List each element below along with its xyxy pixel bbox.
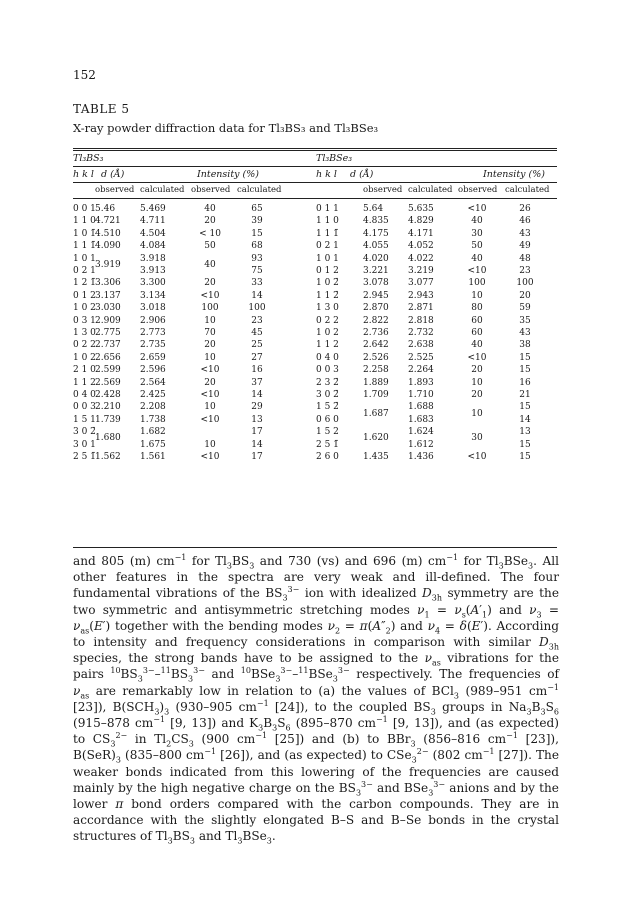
left-hkl-cell: 1 0 1 — [73, 253, 96, 264]
left-i-obs-cell: 10 — [204, 402, 216, 413]
right-d-calc-cell: 4.829 — [408, 216, 434, 227]
group-left-title: Tl₃BS₃ — [73, 153, 104, 164]
right-i-calc-cell: 15 — [519, 352, 531, 363]
left-hkl-cell: 0 4 0 — [73, 390, 96, 400]
right-hkl-cell: 0 1 2 — [316, 266, 339, 276]
left-d-calc-cell: 2.659 — [140, 352, 166, 363]
right-d-obs-cell: 2.526 — [363, 352, 389, 363]
table-row — [73, 229, 557, 241]
right-d-calc-cell: 4.022 — [408, 253, 434, 264]
right-hkl-cell: 3 0 2̄ — [316, 390, 339, 400]
right-i-calc-cell: 46 — [519, 216, 531, 227]
subheader-row — [73, 183, 557, 198]
left-hkl-cell: 1 5 1 — [73, 414, 96, 425]
left-d-obs-cell: 2.428 — [95, 390, 121, 400]
left-merged-d-obs-cell: 1.680 — [95, 433, 121, 444]
table-row — [73, 452, 557, 464]
right-hkl-cell: 1 3 0 — [316, 303, 339, 314]
right-hkl-cell: 2 3 2̄ — [316, 377, 339, 388]
left-i-calc-cell: 27 — [251, 352, 263, 363]
right-d-obs-cell: 3.078 — [363, 278, 389, 289]
sub-d-calc-right: calculated — [408, 185, 453, 195]
right-i-calc-cell: 15 — [519, 402, 531, 413]
right-i-obs-cell: 40 — [471, 340, 483, 351]
left-d-obs-cell: 3.306 — [95, 278, 121, 289]
left-i-calc-cell: 17 — [251, 452, 263, 462]
left-d-calc-cell: 2.906 — [140, 315, 166, 326]
table-row — [73, 216, 557, 228]
right-hkl-cell: 2 6 0 — [316, 452, 339, 462]
left-i-obs-cell: <10 — [200, 452, 220, 462]
right-d-calc-cell: 2.943 — [408, 290, 434, 301]
left-hkl-cell: 0 0 1 — [73, 204, 96, 214]
right-d-calc-cell: 4.171 — [408, 228, 434, 239]
left-d-calc-cell: 4.504 — [140, 228, 166, 239]
left-d-obs-cell: 2.737 — [95, 340, 121, 351]
table-row — [73, 278, 557, 290]
right-i-obs-cell: <10 — [467, 452, 487, 462]
right-i-obs-cell: 50 — [471, 241, 483, 252]
left-hkl-cell: 0 3 1 — [73, 315, 96, 326]
left-hkl-cell: 1 1 2 — [73, 377, 96, 388]
left-d-calc-cell: 4.084 — [140, 241, 166, 252]
left-hkl-cell: 1 0 1̄ — [73, 228, 96, 239]
right-d-calc-cell: 3.077 — [408, 278, 434, 289]
table-row — [73, 204, 557, 216]
right-i-calc-cell: 48 — [519, 253, 531, 264]
left-i-obs-cell: 10 — [204, 439, 216, 450]
body-text — [73, 553, 559, 845]
group-right-title: Tl₃BSe₃ — [316, 153, 353, 164]
right-merged-d-obs-cell: 1.687 — [363, 408, 389, 419]
left-d-calc-cell: 5.469 — [140, 204, 166, 214]
left-i-obs-cell: 50 — [204, 241, 216, 252]
right-d-calc-cell: 4.052 — [408, 241, 434, 252]
left-hkl-cell: 1 0 2 — [73, 303, 96, 314]
right-i-calc-cell: 35 — [519, 315, 531, 326]
left-d-calc-cell: 3.918 — [140, 253, 166, 264]
right-d-obs-cell: 4.835 — [363, 216, 389, 227]
left-d-calc-cell: 2.773 — [140, 328, 166, 338]
sub-i-calc-right: calculated — [505, 185, 550, 195]
right-i-obs-cell: 40 — [471, 216, 483, 227]
left-i-calc-cell: 75 — [251, 266, 263, 276]
left-i-calc-cell: 23 — [251, 315, 263, 326]
table-row — [73, 390, 557, 402]
left-hkl-cell: 1 3 0 — [73, 328, 96, 338]
left-d-obs-cell: 2.599 — [95, 365, 121, 376]
left-d-calc-cell: 2.425 — [140, 390, 166, 400]
right-d-calc-cell: 2.871 — [408, 303, 434, 314]
left-d-obs-cell: 1.562 — [95, 452, 121, 462]
body-paragraph: and 805 (m) $cm^{-1}$ for $Tl_3BS_3$ and 730 (vs) and 696 (m) $cm^{-1}$ for $Tl_3BSe_3$. All other features in the spectra are very weak and ill-defined. The four fundamental vibrations of the $BS_3^{3-}$ ion with idealized $D_{3h}$ symmetry are the two symmetric and antisymmetric stretching modes $\nu_1 = \nu_s(A'_1)$ and $\nu_3 = \nu_{as}(E')$ together with the bending modes $\nu_2 = \pi(A''_2)$ and $\nu_4 = \delta(E')$. According to intensity and frequency considerations in comparison with similar $D_{3h}$ species, the strong bands have to be assigned to the $\nu_{as}$ vibrations for the pairs $^{10}BS_3^{3-}-^{11}BS_3^{3-}$ and $^{10}$BSe$_3^{3-}$–$^{11}$BSe$_3^{3-}$ respectively. The frequencies of $\nu_{as}$ are remarkably low in relation to (a) the values of BCl$_3$ (989–951 $cm^{-1}$ [23]), $B(SCH_3)_3$ (930–905 $cm^{-1}$ [24]), to the coupled $BS_3$ groups in $Na_3B_3S_6$ (915–878 $cm^{-1}$ [9, 13]) and $K_3B_3S_6$ (895–870 $cm^{-1}$ [9, 13]), and (as expected) to $CS_3^{2-}$ in $Tl_2CS_3$ (900 $cm^{-1}$ [25]) and (b) to BBr$_3$ (856–816 $cm^{-1}$ [23]), $B(SeR)_3$ (835–800 $cm^{-1}$ [26]), and (as expected) to CSe$_3^{2-}$ (802 $cm^{-1}$ [27]). The weaker bonds indicated from this lowering of the frequencies are caused mainly by the high negative charge on the $BS_3^{3-}$ and BSe$_3^{3-}$ anions and by the lower π bond orders compared with the carbon compounds. They are in accordance with the slightly elongated B–S and B–Se bonds in the crystal structures of $Tl_3BS_3$ and $Tl_3BSe_3$. — [73, 552, 560, 846]
left-i-calc-cell: 68 — [251, 241, 263, 252]
right-hkl-cell: 0 4 0 — [316, 352, 339, 363]
right-i-obs-cell: 80 — [471, 303, 483, 314]
right-i-calc-cell: 43 — [519, 228, 531, 239]
left-hkl-cell: 1 1 0 — [73, 216, 96, 227]
right-hkl-cell: 0 2 1 — [316, 241, 339, 252]
right-d-calc-cell: 1.893 — [408, 377, 434, 388]
left-i-obs-cell: 40 — [204, 204, 216, 214]
right-d-calc-cell: 1.436 — [408, 452, 434, 462]
right-i-obs-cell: <10 — [467, 266, 487, 276]
left-i-obs-cell: 20 — [204, 340, 216, 351]
sub-i-obs-right: observed — [458, 185, 498, 195]
table-bottom-rule — [73, 547, 557, 548]
right-i-calc-cell: 20 — [519, 290, 531, 301]
right-d-obs-cell: 4.020 — [363, 253, 389, 264]
table-row — [73, 266, 557, 278]
left-i-calc-cell: 15 — [251, 228, 263, 239]
left-d-calc-cell: 1.738 — [140, 414, 166, 425]
left-d-obs-cell: 3.030 — [95, 303, 121, 314]
right-i-obs-cell: <10 — [467, 352, 487, 363]
right-merged-i-obs-cell: 10 — [471, 408, 483, 419]
left-i-obs-cell: <10 — [200, 290, 220, 301]
left-hkl-cell: 0 0 3 — [73, 402, 96, 413]
right-hkl-cell: 1 1 2 — [316, 340, 339, 351]
left-hkl-cell: 1 1 1̄ — [73, 241, 96, 252]
sub-i-calc-left: calculated — [237, 185, 282, 195]
left-d-calc-cell: 1.682 — [140, 427, 166, 438]
right-i-calc-cell: 13 — [519, 427, 531, 438]
left-hkl-cell: 0 1 2 — [73, 290, 96, 301]
page-number: 152 — [73, 68, 96, 82]
right-i-calc-cell: 59 — [519, 303, 531, 314]
table-row — [73, 291, 557, 303]
table-row — [73, 328, 557, 340]
right-i-obs-cell: <10 — [467, 204, 487, 214]
left-hkl-cell: 2 1 0 — [73, 365, 96, 376]
right-hkl-cell: 1 1 2̄ — [316, 290, 339, 301]
left-d-obs-cell: 4.090 — [95, 241, 121, 252]
right-i-obs-cell: 20 — [471, 365, 483, 376]
left-i-calc-cell: 45 — [251, 328, 263, 338]
right-d-obs-cell: 3.221 — [363, 266, 389, 276]
right-d-calc-cell: 2.264 — [408, 365, 434, 376]
left-i-obs-cell: 20 — [204, 216, 216, 227]
left-i-calc-cell: 29 — [251, 402, 263, 413]
right-i-calc-cell: 100 — [516, 278, 534, 289]
left-i-calc-cell: 16 — [251, 365, 263, 376]
left-i-calc-cell: 14 — [251, 390, 263, 400]
right-i-obs-cell: 30 — [471, 228, 483, 239]
left-hkl-cell: 3 0 2̄ — [73, 427, 96, 438]
table-row — [73, 254, 557, 266]
right-d-obs-cell: 5.64 — [363, 204, 384, 214]
right-i-obs-cell: 40 — [471, 253, 483, 264]
left-i-calc-cell: 100 — [248, 303, 266, 314]
left-i-calc-cell: 25 — [251, 340, 263, 351]
right-i-calc-cell: 16 — [519, 377, 531, 388]
left-hkl-cell: 1 2 1̄ — [73, 278, 96, 289]
left-d-calc-cell: 1.675 — [140, 439, 166, 450]
left-i-obs-cell: < 10 — [199, 228, 221, 239]
right-i-obs-cell: 100 — [468, 278, 486, 289]
right-hkl-cell: 0 1 1 — [316, 204, 339, 214]
right-d-calc-cell: 2.818 — [408, 315, 434, 326]
col-hkl-left: h k l — [73, 169, 94, 180]
right-d-calc-cell: 1.624 — [408, 427, 434, 438]
left-d-calc-cell: 2.208 — [140, 402, 166, 413]
right-d-obs-cell: 2.258 — [363, 365, 389, 376]
right-hkl-cell: 1 0 2̄ — [316, 278, 339, 289]
table-row — [73, 316, 557, 328]
left-d-obs-cell: 2.775 — [95, 328, 121, 338]
right-d-obs-cell: 2.870 — [363, 303, 389, 314]
left-d-calc-cell: 1.561 — [140, 452, 166, 462]
right-i-calc-cell: 15 — [519, 439, 531, 450]
left-i-calc-cell: 93 — [251, 253, 263, 264]
left-d-obs-cell: 2.656 — [95, 352, 121, 363]
right-i-calc-cell: 14 — [519, 414, 531, 425]
right-d-calc-cell: 1.683 — [408, 414, 434, 425]
sub-i-obs-left: observed — [191, 185, 231, 195]
right-d-calc-cell: 2.732 — [408, 328, 434, 338]
right-hkl-cell: 1 5 2 — [316, 427, 339, 438]
right-d-obs-cell: 1.889 — [363, 377, 389, 388]
right-i-calc-cell: 43 — [519, 328, 531, 338]
left-d-obs-cell: 4.721 — [95, 216, 121, 227]
left-hkl-cell: 1 0 2 — [73, 352, 96, 363]
table-row — [73, 378, 557, 390]
right-merged-i-obs-cell: 30 — [471, 433, 483, 444]
right-i-calc-cell: 26 — [519, 204, 531, 214]
left-i-obs-cell: 20 — [204, 278, 216, 289]
right-d-calc-cell: 2.525 — [408, 352, 434, 363]
left-hkl-cell: 0 2 2 — [73, 340, 96, 351]
left-merged-i-obs-cell: 40 — [204, 259, 216, 270]
left-d-obs-cell: 5.46 — [95, 204, 116, 214]
sub-d-obs-left: observed — [95, 185, 135, 195]
right-d-obs-cell: 4.175 — [363, 228, 389, 239]
right-d-calc-cell: 3.219 — [408, 266, 434, 276]
right-i-calc-cell: 15 — [519, 452, 531, 462]
right-i-obs-cell: 10 — [471, 377, 483, 388]
left-d-calc-cell: 3.300 — [140, 278, 166, 289]
left-i-obs-cell: 100 — [201, 303, 219, 314]
table-body — [73, 199, 557, 547]
right-i-obs-cell: 10 — [471, 290, 483, 301]
right-hkl-cell: 0 2 2 — [316, 315, 339, 326]
table-row — [73, 340, 557, 352]
right-i-calc-cell: 49 — [519, 241, 531, 252]
right-d-calc-cell: 2.638 — [408, 340, 434, 351]
left-i-obs-cell: 20 — [204, 377, 216, 388]
col-intensity-left: Intensity (%) — [197, 169, 259, 180]
right-d-obs-cell: 1.709 — [363, 390, 389, 400]
left-d-obs-cell: 1.739 — [95, 414, 121, 425]
right-hkl-cell: 0 6 0 — [316, 414, 339, 425]
table-row — [73, 365, 557, 377]
table-group-header — [73, 151, 557, 166]
right-hkl-cell: 1 1 0 — [316, 216, 339, 227]
left-i-obs-cell: 10 — [204, 352, 216, 363]
left-d-calc-cell: 2.564 — [140, 377, 166, 388]
col-intensity-right: Intensity (%) — [483, 169, 545, 180]
table-caption: X-ray powder diffraction data for Tl₃BS₃ and Tl₃BSe₃ — [73, 121, 379, 135]
right-i-obs-cell: 60 — [471, 328, 483, 338]
right-i-obs-cell: 20 — [471, 390, 483, 400]
left-i-obs-cell: <10 — [200, 365, 220, 376]
right-merged-d-obs-cell: 1.620 — [363, 433, 389, 444]
col-d-left: d (Å) — [101, 169, 125, 180]
sub-d-obs-right: observed — [363, 185, 403, 195]
left-d-calc-cell: 2.596 — [140, 365, 166, 376]
col-hkl-right: h k l — [316, 169, 337, 180]
left-i-obs-cell: <10 — [200, 390, 220, 400]
left-d-obs-cell: 2.909 — [95, 315, 121, 326]
left-d-obs-cell: 4.510 — [95, 228, 121, 239]
left-i-calc-cell: 14 — [251, 290, 263, 301]
left-i-calc-cell: 37 — [251, 377, 263, 388]
col-d-right: d (Å) — [350, 169, 374, 180]
left-i-calc-cell: 65 — [251, 204, 263, 214]
left-i-obs-cell: <10 — [200, 414, 220, 425]
right-hkl-cell: 1 0 1 — [316, 253, 339, 264]
table-label: TABLE 5 — [73, 102, 130, 116]
left-d-calc-cell: 3.134 — [140, 290, 166, 301]
diffraction-table — [73, 148, 557, 548]
right-i-calc-cell: 23 — [519, 266, 531, 276]
left-d-calc-cell: 4.711 — [140, 216, 166, 227]
column-header — [73, 167, 557, 182]
left-hkl-cell: 2 5 1̄ — [73, 452, 96, 462]
left-d-calc-cell: 3.018 — [140, 303, 166, 314]
right-hkl-cell: 1 5 2̄ — [316, 402, 339, 413]
right-hkl-cell: 1 0 2 — [316, 328, 339, 338]
left-d-obs-cell: 2.210 — [95, 402, 121, 413]
right-d-calc-cell: 1.710 — [408, 390, 434, 400]
right-d-obs-cell: 4.055 — [363, 241, 389, 252]
right-i-calc-cell: 21 — [519, 390, 531, 400]
left-hkl-cell: 3 0 1 — [73, 439, 96, 450]
right-d-obs-cell: 1.435 — [363, 452, 389, 462]
left-i-calc-cell: 39 — [251, 216, 263, 227]
table-row — [73, 353, 557, 365]
right-d-calc-cell: 5.635 — [408, 204, 434, 214]
left-i-obs-cell: 70 — [204, 328, 216, 338]
right-i-obs-cell: 60 — [471, 315, 483, 326]
right-d-calc-cell: 1.612 — [408, 439, 434, 450]
right-i-calc-cell: 38 — [519, 340, 531, 351]
left-d-obs-cell: 2.569 — [95, 377, 121, 388]
left-d-obs-cell: 3.137 — [95, 290, 121, 301]
left-merged-d-obs-cell: 3.919 — [95, 259, 121, 270]
left-hkl-cell: 0 2 1 — [73, 266, 96, 276]
left-d-calc-cell: 3.913 — [140, 266, 166, 276]
left-i-calc-cell: 14 — [251, 439, 263, 450]
left-i-obs-cell: 10 — [204, 315, 216, 326]
right-d-obs-cell: 2.642 — [363, 340, 389, 351]
table-row — [73, 303, 557, 315]
left-i-calc-cell: 17 — [251, 427, 263, 438]
right-d-obs-cell: 2.945 — [363, 290, 389, 301]
right-i-calc-cell: 15 — [519, 365, 531, 376]
right-d-obs-cell: 2.822 — [363, 315, 389, 326]
right-d-calc-cell: 1.688 — [408, 402, 434, 413]
left-d-calc-cell: 2.735 — [140, 340, 166, 351]
right-hkl-cell: 2 5 1̄ — [316, 439, 339, 450]
right-hkl-cell: 0 0 3 — [316, 365, 339, 376]
left-i-calc-cell: 33 — [251, 278, 263, 289]
left-i-calc-cell: 13 — [251, 414, 263, 425]
right-hkl-cell: 1 1 1̄ — [316, 228, 339, 239]
table-row — [73, 241, 557, 253]
sub-d-calc-left: calculated — [140, 185, 185, 195]
right-d-obs-cell: 2.736 — [363, 328, 389, 338]
